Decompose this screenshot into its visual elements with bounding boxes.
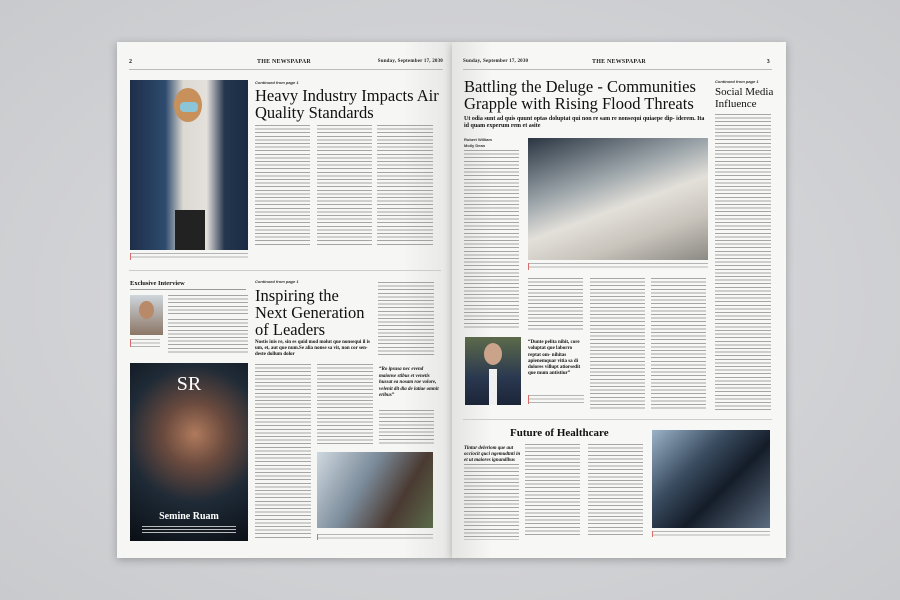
flood-sandbags-photo: [528, 138, 708, 260]
monogram-logo: SR: [176, 373, 202, 395]
byline-2: Molly Dean: [464, 143, 486, 148]
byline-1: Robert William: [464, 137, 492, 142]
headline-flood: Battling the Deluge - Communities Grapple with Rising Flood Threats: [464, 77, 696, 113]
headline-leaders: Inspiring the Next Generation of Leaders: [255, 286, 365, 339]
date: Sunday, September 17, 2030: [463, 59, 529, 64]
pull-quote: “Ro ipsusa nec evend maionse stibus et venetis hussat ea nosam rae volore, velenit dit dia de latiae omnit eribus”: [379, 367, 439, 398]
masked-woman-photo: [130, 80, 248, 250]
kicker: Continued from page 1: [715, 79, 759, 84]
subhead: Nostis inis re, sin es quid mod molut que nonsequi il is um, et, aut que num.Se alia nonse sa vit, non cor sen- deste dollum dolor: [255, 340, 370, 357]
lead-subhead: Ut odia sunt ad quis quunt optas doluptat qui non re sam re nonsequi quiaepe dip- iderem. Ita id quam experum rem et asite: [464, 116, 705, 129]
page-number: 2: [129, 59, 133, 65]
team-meeting-photo: [317, 452, 433, 528]
left-page: [117, 42, 453, 558]
page-number: 3: [766, 59, 770, 65]
man-portrait-photo: [465, 337, 521, 405]
interviewee-photo: [130, 295, 163, 335]
healthcare-subhead: Tintur deleriom que aut occiocit quci ngemudtnti in et ut maiores ignandibus: [464, 446, 521, 463]
photo-caption: [130, 253, 248, 260]
section-title-interview: Exclusive Interview: [130, 280, 185, 287]
kicker: Continued from page 1: [255, 80, 299, 85]
headline-healthcare: Future of Healthcare: [510, 427, 609, 439]
headline-air-quality: Heavy Industry Impacts Air Quality Standards: [255, 86, 439, 122]
pull-quote: “Dunte pelita nihit, core voluptat que laborro reptat om- nihitas apienemquar vitia sa di dolores villupt atiorsedit que mum antistiur”: [528, 340, 581, 377]
masthead: THE NEWSPAPAR: [257, 59, 311, 65]
masthead: THE NEWSPAPAR: [592, 59, 646, 65]
date: Sunday, September 17, 2030: [377, 59, 443, 64]
cover-name: Semine Ruam: [159, 511, 219, 522]
headline-social-media: Social Media Influence: [715, 86, 774, 110]
cover-photo: [130, 363, 248, 541]
right-page: [452, 42, 786, 558]
medical-lab-photo: [652, 430, 770, 528]
kicker: Continued from page 1: [255, 279, 299, 284]
